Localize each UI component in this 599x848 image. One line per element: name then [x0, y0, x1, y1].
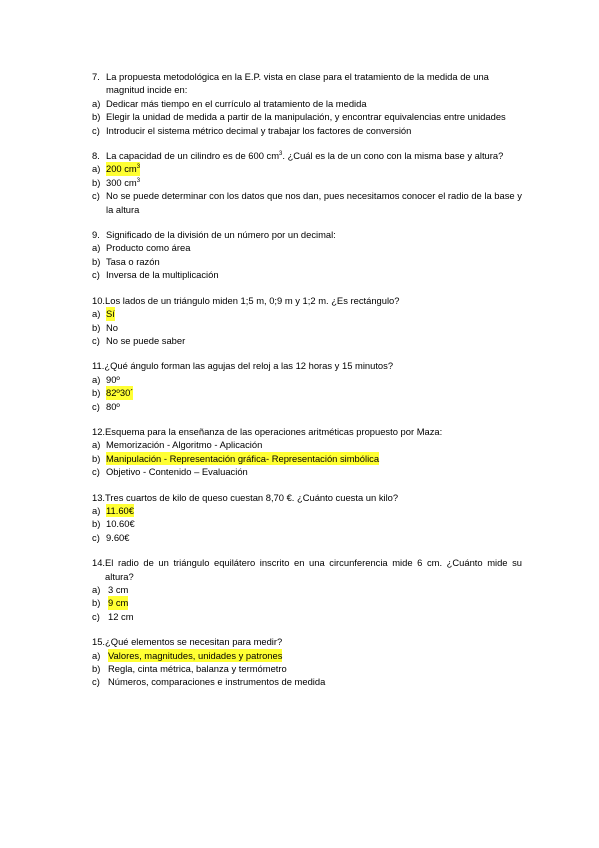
option-b: b) 300 $cm^3$ — [92, 176, 141, 188]
option-b: b) 9 cm — [92, 597, 129, 609]
question-13 — [92, 491, 522, 545]
question-list — [92, 70, 522, 701]
option-b: b) 10.60€ — [92, 518, 135, 530]
option-b: b) Regla, cinta métrica, balanza y termómetro — [92, 663, 287, 675]
option-b: b) Manipulación - Representación gráfica- Representación simbólica — [92, 452, 380, 464]
option-a: a) 90º — [92, 373, 120, 385]
question-7 — [92, 70, 522, 137]
highlighted-answer: 11.60€ — [106, 504, 134, 516]
highlighted-answer: Valores, magnitudes, unidades y patrones — [108, 649, 283, 661]
question-number: 12. — [92, 425, 106, 437]
question-number: 15. — [92, 636, 106, 648]
highlighted-answer: Manipulación - Representación gráfica- Representación simbólica — [106, 452, 380, 464]
question-text: Significado de la división de un número por un decimal: — [106, 229, 336, 241]
question-text: La capacidad de un cilindro es de 600 $cm^3$. ¿Cuál es la de un cono con la misma base y altura? — [106, 150, 504, 162]
question-text: Tres cuartos de kilo de queso cuestan 8,70 €. ¿Cuánto cuesta un kilo? — [105, 491, 399, 503]
option-b: b) Elegir la unidad de medida a partir de la manipulación, y encontrar equivalencias entre unidades — [92, 111, 506, 123]
question-number: 13. — [92, 491, 106, 503]
question-text: ¿Qué elementos se necesitan para medir? — [105, 636, 283, 648]
question-9 — [92, 228, 522, 282]
option-c: c) 12 cm — [92, 610, 134, 622]
option-a: a) Memorización - Algoritmo - Aplicación — [92, 439, 263, 451]
highlighted-answer: 82º30´ — [106, 387, 134, 399]
question-12 — [92, 425, 522, 479]
option-a: a) Sí — [92, 308, 115, 320]
question-14 — [92, 556, 522, 623]
option-b: b) Tasa o razón — [92, 255, 160, 267]
highlighted-answer: Sí — [106, 308, 115, 320]
question-text: Los lados de un triángulo miden 1;5 m, 0;9 m y 1;2 m. ¿Es rectángulo? — [105, 294, 400, 306]
question-text: ¿Qué ángulo forman las agujas del reloj a las 12 horas y 15 minutos? — [104, 360, 394, 372]
option-a: a) Producto como área — [92, 242, 191, 254]
option-c: c) 9.60€ — [92, 531, 130, 543]
question-number: 7. — [92, 71, 100, 82]
option-a: a) Dedicar más tiempo en el currículo al tratamiento de la medida — [92, 97, 367, 109]
option-c: c) Objetivo - Contenido – Evaluación — [92, 466, 248, 478]
option-a: a) 3 cm — [92, 584, 129, 595]
question-text: Esquema para la enseñanza de las operaciones aritméticas propuesto por Maza: — [105, 425, 443, 437]
option-c: c) No se puede determinar con los datos que nos dan, pues necesitamos conocer el radio de la base y la altura — [92, 190, 522, 215]
question-10 — [92, 294, 522, 348]
question-11 — [92, 359, 522, 413]
question-number: 8. — [92, 150, 100, 162]
option-a: a) 11.60€ — [92, 504, 134, 516]
highlighted-answer: 9 cm — [108, 597, 129, 609]
option-c: c) 80º — [92, 400, 120, 412]
question-number: 11. — [92, 360, 105, 372]
option-c: c) No se puede saber — [92, 334, 186, 346]
option-c: c) Números, comparaciones e instrumentos de medida — [92, 676, 326, 688]
question-number: 10. — [92, 294, 106, 306]
question-text: La propuesta metodológica en la E.P. vista en clase para el tratamiento de la medida de una magnitud incide en: — [106, 71, 489, 96]
option-a: a) 200 $cm^3$ — [92, 163, 141, 175]
option-c: c) Introducir el sistema métrico decimal y trabajar los factores de conversión — [92, 124, 412, 136]
question-text: El radio de un triángulo equilátero inscrito en una circunferencia mide 6 cm. ¿Cuánto mide su altura? — [105, 557, 522, 582]
highlighted-answer: 200 $cm^3$ — [106, 163, 141, 175]
question-number: 9. — [92, 229, 100, 241]
question-8 — [92, 149, 522, 216]
option-a: a) Valores, magnitudes, unidades y patrones — [92, 649, 283, 661]
question-number: 14. — [92, 557, 106, 569]
question-15 — [92, 635, 522, 689]
option-b: b) 82º30´ — [92, 387, 134, 399]
option-c: c) Inversa de la multiplicación — [92, 269, 219, 281]
option-b: b) No — [92, 321, 118, 333]
